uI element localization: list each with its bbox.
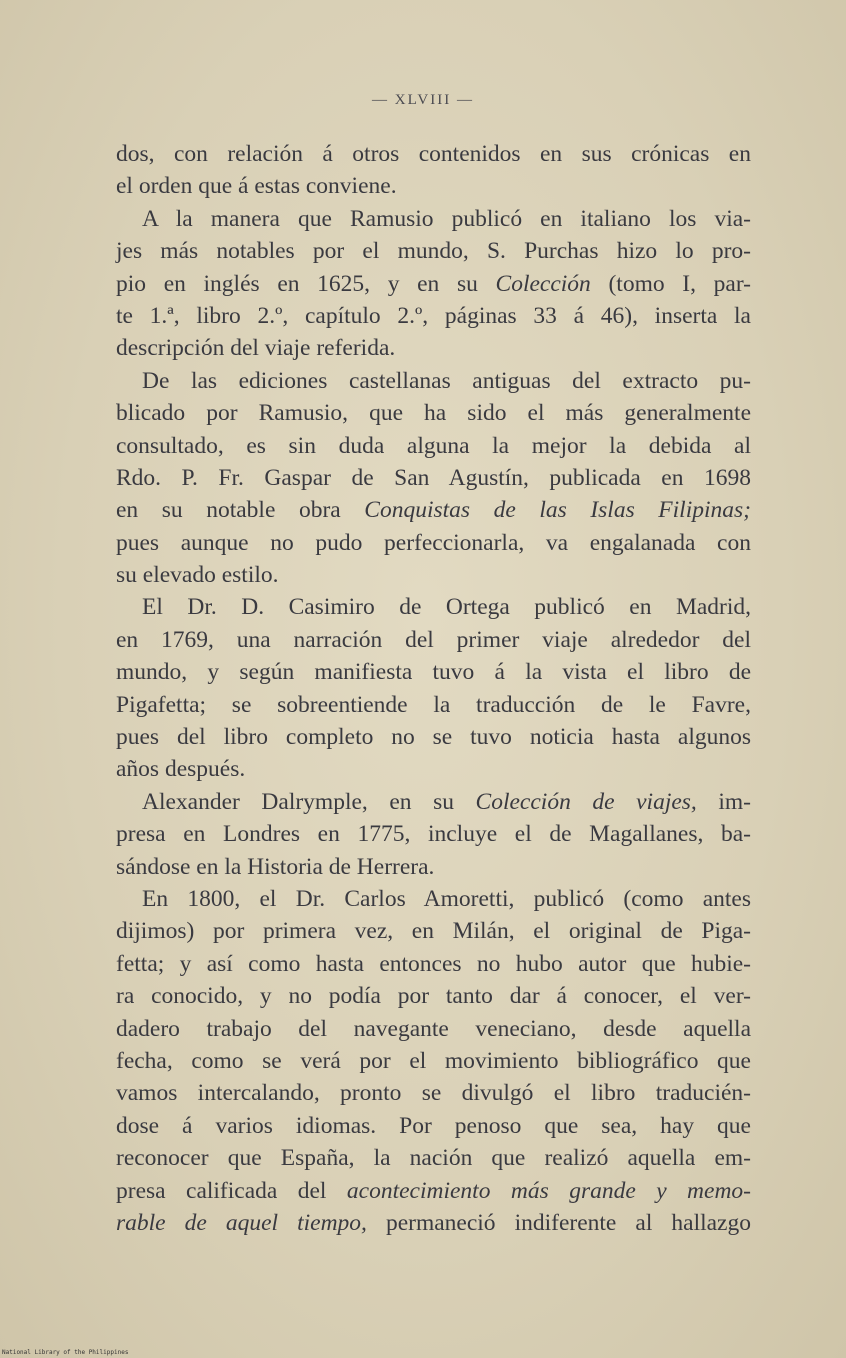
text-line: el orden que á estas conviene. bbox=[116, 173, 397, 200]
text-line: presa en Londres en 1775, incluye el de Magallanes, ba- bbox=[116, 821, 751, 848]
text-line: descripción del viaje referida. bbox=[116, 335, 396, 362]
text-line: fetta; y así como hasta entonces no hubo autor que hubie- bbox=[116, 950, 751, 977]
text-line: vamos intercalando, pronto se divulgó el libro traducién- bbox=[116, 1080, 751, 1107]
italic-text: Colección de viajes, bbox=[475, 788, 697, 815]
text-line: sándose en la Historia de Herrera. bbox=[116, 853, 435, 880]
text-segment: im- bbox=[696, 788, 752, 815]
text-segment: en su notable obra bbox=[116, 497, 365, 524]
text-line: pues aunque no pudo perfeccionarla, va engalanada con bbox=[116, 529, 751, 556]
text-line: dose á varios idiomas. Por penoso que sea, hay que bbox=[116, 1112, 751, 1139]
text-line: pues del libro completo no se tuvo noticia hasta algunos bbox=[116, 724, 751, 751]
text-line: años después. bbox=[116, 756, 246, 783]
page-number-header: — XLVIII — bbox=[372, 92, 474, 108]
body-text bbox=[116, 138, 751, 1239]
text-segment: presa calificada del bbox=[116, 1177, 347, 1204]
text-line bbox=[116, 268, 751, 300]
text-line: consultado, es sin duda alguna la mejor la debida al bbox=[116, 432, 751, 459]
text-segment: (tomo I, par- bbox=[590, 270, 751, 297]
text-line: dadero trabajo del navegante veneciano, desde aquella bbox=[116, 1015, 751, 1042]
text-line: En 1800, el Dr. Carlos Amoretti, publicó (como antes bbox=[142, 885, 751, 912]
text-line: Pigafetta; se sobreentiende la traducción de le Favre, bbox=[116, 691, 751, 718]
text-line: El Dr. D. Casimiro de Ortega publicó en Madrid, bbox=[142, 594, 751, 621]
italic-text: rable de aquel tiempo, bbox=[116, 1209, 367, 1236]
text-line: en 1769, una narración del primer viaje alrededor del bbox=[116, 626, 751, 653]
text-line bbox=[116, 1175, 751, 1207]
text-line: dijimos) por primera vez, en Milán, el original de Piga- bbox=[116, 918, 751, 945]
text-segment: Alexander Dalrymple, en su bbox=[142, 788, 476, 815]
text-line: De las ediciones castellanas antiguas del extracto pu- bbox=[142, 367, 751, 394]
text-line: fecha, como se verá por el movimiento bibliográfico que bbox=[116, 1047, 751, 1074]
text-line: Rdo. P. Fr. Gaspar de San Agustín, publicada en 1698 bbox=[116, 464, 751, 491]
text-line: ra conocido, y no podía por tanto dar á conocer, el ver- bbox=[116, 983, 751, 1010]
text-line: blicado por Ramusio, que ha sido el más generalmente bbox=[116, 400, 751, 427]
text-line: dos, con relación á otros contenidos en sus crónicas en bbox=[116, 141, 751, 167]
italic-text: Conquistas de las Islas Filipinas; bbox=[364, 497, 751, 524]
text-line: su elevado estilo. bbox=[116, 562, 279, 589]
text-line: jes más notables por el mundo, S. Purchas hizo lo pro- bbox=[116, 238, 751, 265]
text-line: mundo, y según manifiesta tuvo á la vista el libro de bbox=[116, 659, 751, 686]
text-line bbox=[116, 1207, 751, 1239]
italic-text: Colección bbox=[495, 270, 591, 297]
text-line: reconocer que España, la nación que realizó aquella em- bbox=[116, 1145, 751, 1172]
text-line: A la manera que Ramusio publicó en italiano los via- bbox=[142, 205, 751, 232]
text-line: te 1.ª, libro 2.º, capítulo 2.º, páginas 33 á 46), inserta la bbox=[116, 302, 751, 329]
text-line bbox=[116, 786, 751, 818]
text-line bbox=[116, 494, 751, 526]
text-segment: pio en inglés en 1625, y en su bbox=[116, 270, 496, 297]
library-credit: National Library of the Philippines bbox=[2, 1349, 129, 1356]
text-segment: permaneció indiferente al hallazgo bbox=[366, 1209, 751, 1236]
italic-text: acontecimiento más grande y memo- bbox=[346, 1177, 751, 1204]
